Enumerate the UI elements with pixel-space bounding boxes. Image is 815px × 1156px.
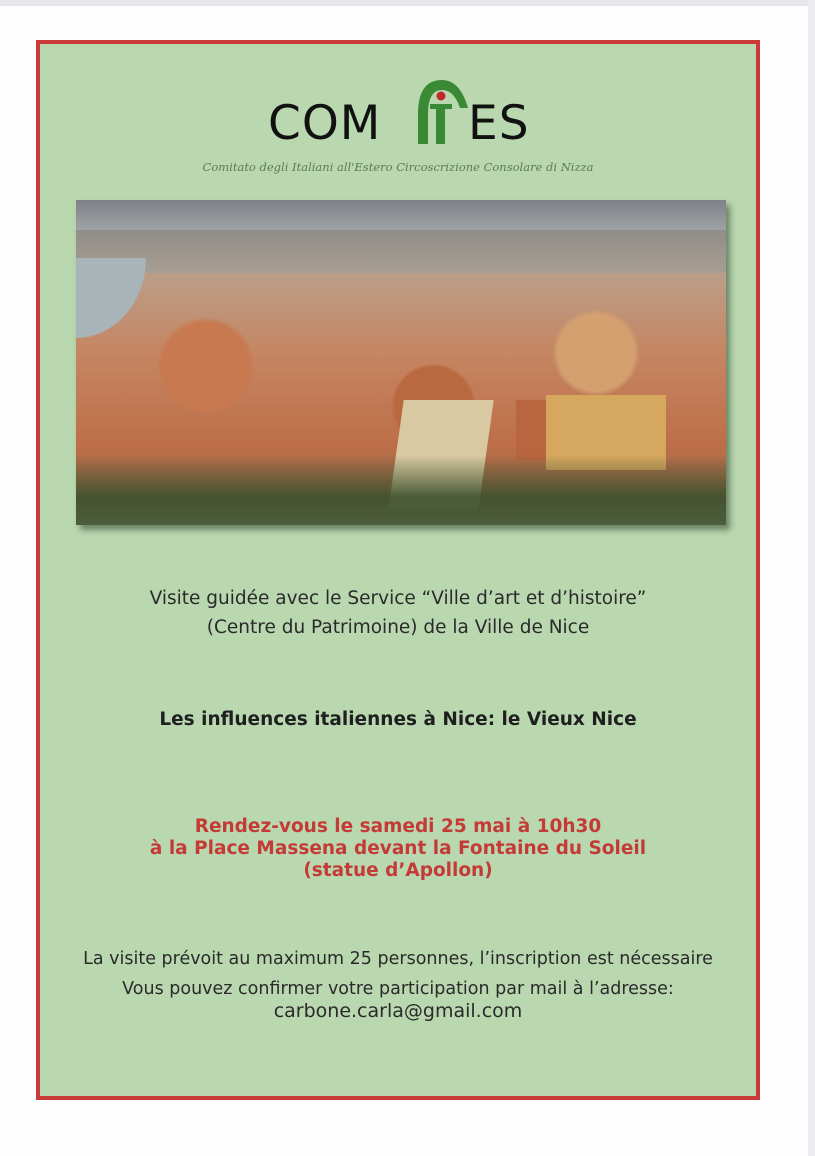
info-line-2: Vous pouvez confirmer votre participation par mail à l’adresse: [122, 979, 674, 999]
flyer [36, 40, 760, 1100]
meeting-line-2: à la Place Massena devant la Fontaine du Soleil [149, 838, 647, 859]
meeting-line-1: Rendez-vous le samedi 25 mai à 10h30 [194, 816, 602, 837]
event-title: Les influences italiennes à Nice: le Vieux Nice [159, 709, 637, 730]
contact-email[interactable]: carbone.carla@gmail.com [273, 1000, 523, 1022]
intro-line-1: Visite guidée avec le Service “Ville d’art et d’histoire” [149, 588, 647, 609]
comites-logo [268, 74, 530, 151]
logo-text-right: ES [468, 96, 530, 151]
intro-text [40, 584, 756, 642]
scrollbar[interactable] [808, 0, 815, 1156]
meeting-details [40, 816, 756, 882]
organization-subtitle: Comitato degli Italiani all'Estero Circoscrizione Consolare di Nizza [202, 160, 594, 174]
window-top-bar [0, 0, 815, 6]
meeting-line-3: (statue d’Apollon) [303, 860, 493, 881]
logo-arch-icon [410, 74, 470, 146]
info-line-1: La visite prévoit au maximum 25 personnes, l’inscription est nécessaire [83, 949, 713, 969]
intro-line-2: (Centre du Patrimoine) de la Ville de Nice [206, 617, 590, 638]
registration-info [40, 948, 756, 1022]
logo-text-left: COM [268, 96, 382, 151]
nice-aerial-photo [76, 200, 726, 525]
